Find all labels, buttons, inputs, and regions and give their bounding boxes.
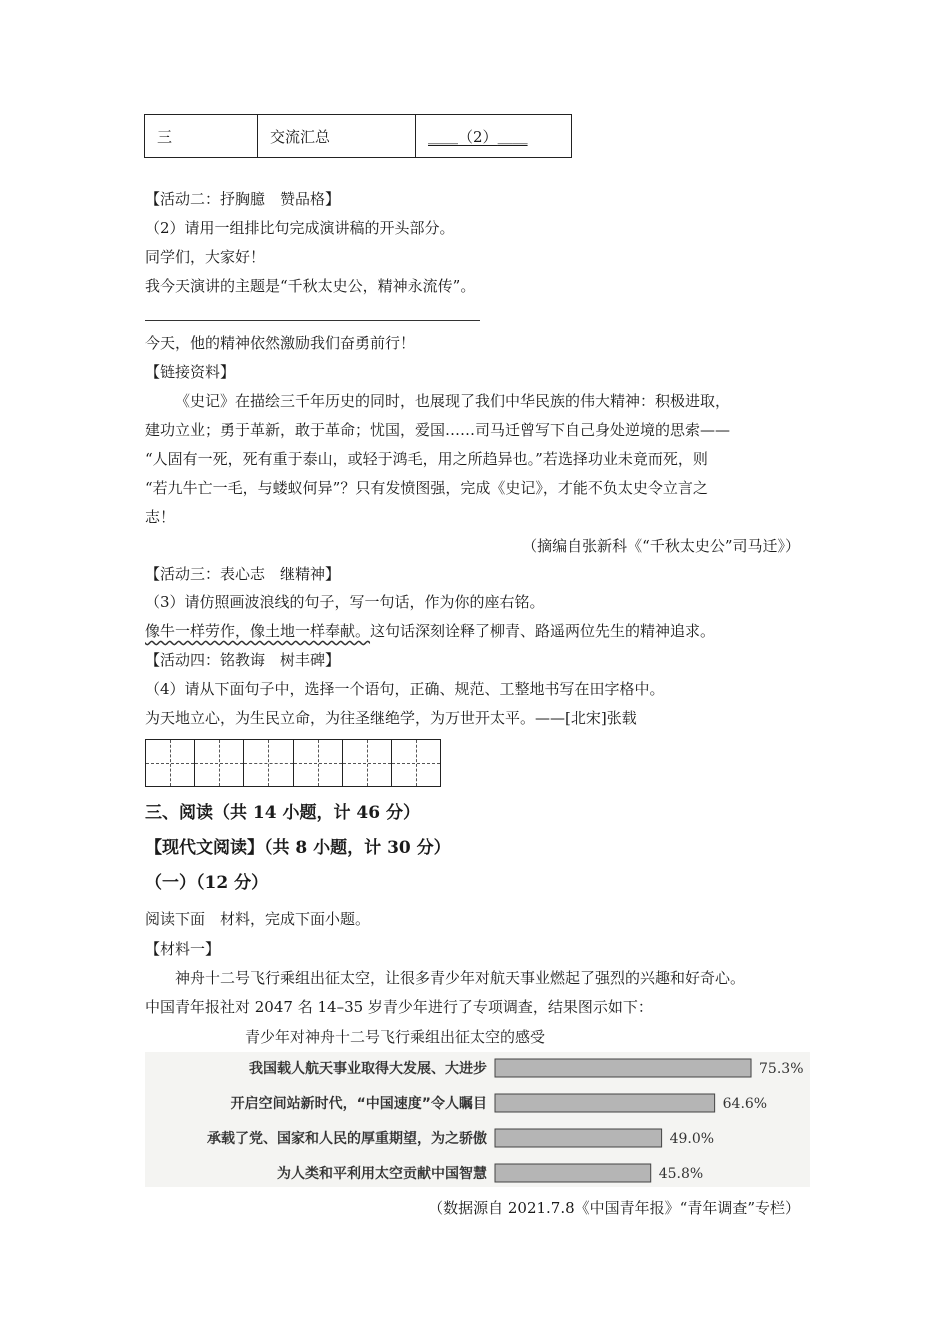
- activity3-title: 【活动三：表心志 继精神】: [145, 565, 341, 583]
- answer-line[interactable]: [145, 320, 480, 321]
- link-paragraph-1: 《史记》在描绘三千年历史的同时，也展现了我们中华民族的伟大精神：积极进取，: [175, 392, 731, 410]
- chart-category-label: 我国载人航天事业取得大发展、大进步: [249, 1061, 487, 1077]
- chart-value-label: 49.0%: [669, 1131, 715, 1147]
- link-paragraph-4: “若九牛亡一毛，与蝼蚁何异”？只有发愤图强，完成《史记》，才能不负太史令立言之: [145, 479, 708, 497]
- chart-bar: [495, 1059, 751, 1077]
- section-subheading: 【现代文阅读】（共 8 小题，计 30 分）: [145, 838, 451, 858]
- link-title: 【链接资料】: [145, 363, 236, 381]
- tianzige-cell[interactable]: [244, 740, 293, 786]
- link-source: （摘编自张新科《“千秋太史公”司马迁》）: [522, 537, 800, 555]
- table-cell-activity: 交流汇总: [258, 115, 416, 158]
- chart-value-label: 45.8%: [658, 1166, 704, 1182]
- link-paragraph-2: 建功立业；勇于革新，敢于革命；忧国，爱国……司马迁曾写下自己身处逆境的思索——: [145, 421, 731, 439]
- chart-category-label: 承载了党、国家和人民的厚重期望，为之骄傲: [207, 1131, 487, 1147]
- answer-blank[interactable]: ＿＿（2）＿＿: [428, 127, 528, 146]
- tianzige-cell[interactable]: [343, 740, 392, 786]
- table-row: [145, 115, 572, 158]
- speech-topic: 我今天演讲的主题是“千秋太史公，精神永流传”。: [145, 277, 476, 295]
- chart-category-label: 为人类和平利用太空贡献中国智慧: [277, 1166, 487, 1182]
- chart-bar: [495, 1164, 651, 1182]
- chart-title: 青少年对神舟十二号飞行乘组出征太空的感受: [244, 1028, 546, 1046]
- question-3: （3）请仿照画波浪线的句子，写一句话，作为你的座右铭。: [145, 593, 545, 611]
- chart-value-label: 64.6%: [722, 1096, 768, 1112]
- tianzige-cell[interactable]: [195, 740, 244, 786]
- question-4: （4）请从下面句子中，选择一个语句，正确、规范、工整地书写在田字格中。: [145, 680, 665, 698]
- quote-zhangzai: 为天地立心，为生民立命，为往圣继绝学，为万世开太平。——[北宋]张载: [145, 709, 637, 727]
- reading-instruction: 阅读下面 材料，完成下面小题。: [145, 910, 371, 928]
- part-heading: （一）（12 分）: [145, 873, 269, 893]
- question-2: （2）请用一组排比句完成演讲稿的开头部分。: [145, 219, 455, 237]
- wavy-underline-text: 像牛一样劳作，像土地一样奉献。: [145, 622, 371, 640]
- chart-value-label: 75.3%: [759, 1061, 804, 1077]
- chart-bar: [495, 1094, 715, 1112]
- tianzige-cell[interactable]: [392, 740, 440, 786]
- tianzige-cell[interactable]: [294, 740, 343, 786]
- speech-greeting: 同学们，大家好！: [145, 248, 266, 266]
- chart-category-label: 开启空间站新时代，“中国速度”令人瞩目: [230, 1096, 487, 1112]
- table-cell-step: 三: [145, 115, 258, 158]
- activity-table: [144, 114, 572, 158]
- material-paragraph-2: 中国青年报社对 2047 名 14–35 岁青少年进行了专项调查，结果图示如下：: [145, 998, 653, 1016]
- survey-chart: [145, 1025, 810, 1190]
- speech-closing: 今天，他的精神依然激励我们奋勇前行！: [145, 334, 416, 352]
- chart-source: （数据源自 2021.7.8《中国青年报》“青年调查”专栏）: [428, 1199, 800, 1217]
- material-label: 【材料一】: [145, 940, 221, 958]
- tianzige-grid[interactable]: [145, 739, 441, 787]
- chart-bar: [495, 1129, 662, 1147]
- tianzige-cell[interactable]: [146, 740, 195, 786]
- chart-svg: [145, 1025, 810, 1190]
- motto-sentence: 像牛一样劳作，像土地一样奉献。这句话深刻诠释了柳青、路遥两位先生的精神追求。: [145, 622, 716, 640]
- activity4-title: 【活动四：铭教诲 树丰碑】: [145, 651, 341, 669]
- section-heading: 三、阅读（共 14 小题，计 46 分）: [145, 803, 420, 823]
- table-cell-answer: [416, 115, 572, 158]
- link-paragraph-5: 志！: [145, 508, 176, 526]
- material-paragraph-1: 神舟十二号飞行乘组出征太空，让很多青少年对航天事业燃起了强烈的兴趣和好奇心。: [175, 969, 746, 987]
- activity2-title: 【活动二：抒胸臆 赞品格】: [145, 190, 341, 208]
- link-paragraph-3: “人固有一死，死有重于泰山，或轻于鸿毛，用之所趋异也。”若选择功业未竟而死，则: [145, 450, 708, 468]
